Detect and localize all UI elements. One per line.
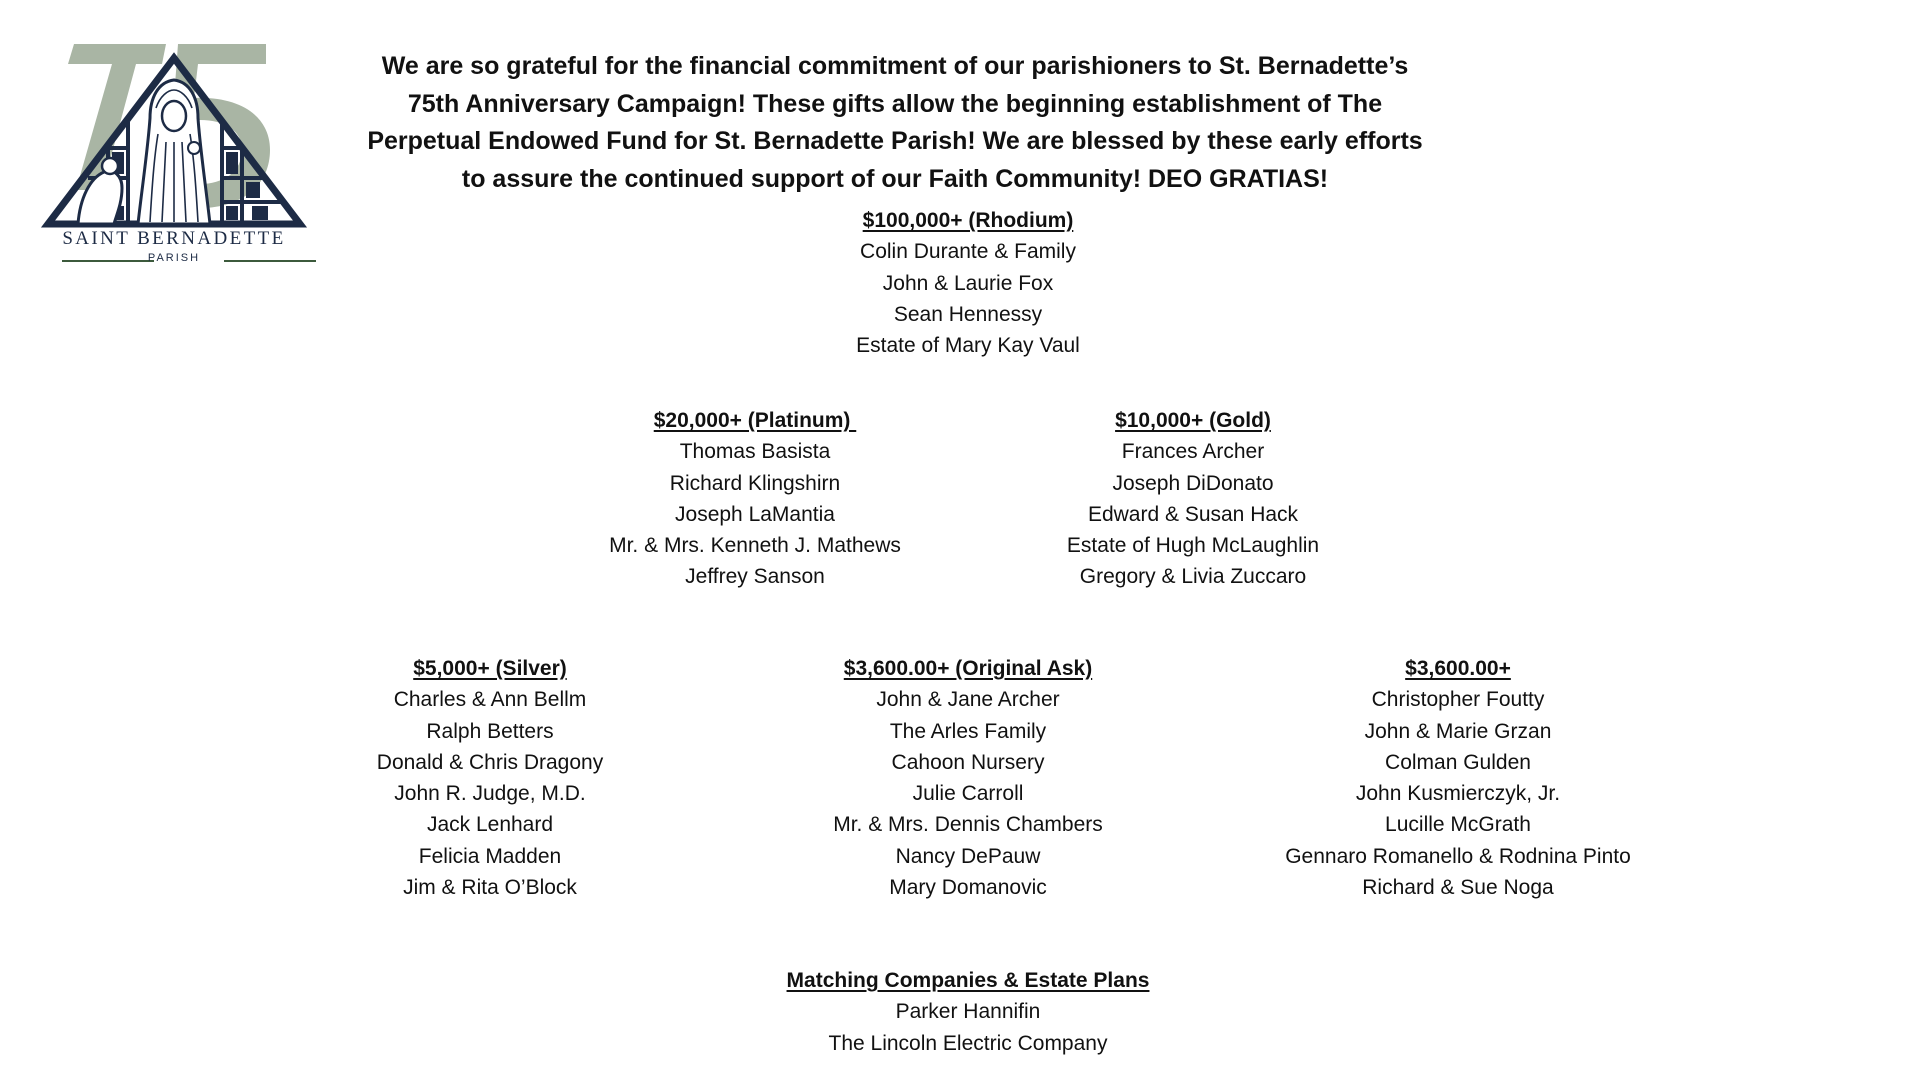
donor-name: Colin Durante & Family <box>860 240 1076 264</box>
donor-name: Felicia Madden <box>418 844 562 868</box>
donor-name: John R. Judge, M.D. <box>394 782 586 806</box>
donor-name: Charles & Ann Bellm <box>393 688 587 712</box>
donor-name: Thomas Basista <box>679 440 831 464</box>
donor-name: Edward & Susan Hack <box>1087 502 1299 526</box>
donor-name: The Lincoln Electric Company <box>828 1031 1108 1055</box>
donor-name: John & Marie Grzan <box>1364 719 1552 743</box>
donor-name: Frances Archer <box>1121 440 1265 464</box>
donor-name: Estate of Mary Kay Vaul <box>856 334 1080 358</box>
donor-name: Gregory & Livia Zuccaro <box>1079 565 1307 589</box>
group-heading: Matching Companies & Estate Plans <box>786 969 1150 992</box>
donor-name: Julie Carroll <box>912 782 1024 806</box>
donor-name: Jim & Rita O’Block <box>403 876 577 900</box>
donor-group-platinum <box>545 405 965 593</box>
donor-group-silver <box>280 653 700 903</box>
donor-name: John & Laurie Fox <box>882 271 1054 295</box>
donor-name: Estate of Hugh McLaughlin <box>1066 534 1320 558</box>
donor-name: Jack Lenhard <box>426 813 554 837</box>
donor-name: Mr. & Mrs. Kenneth J. Mathews <box>609 534 901 558</box>
group-heading: $5,000+ (Silver) <box>413 657 567 680</box>
donor-name: Colman Gulden <box>1385 750 1531 774</box>
donor-name: The Arles Family <box>889 719 1047 743</box>
donor-name: Richard Klingshirn <box>669 471 841 495</box>
donor-name: Donald & Chris Dragony <box>376 750 604 774</box>
donor-group-rhodium <box>758 205 1178 361</box>
donor-name: Joseph LaMantia <box>675 502 835 526</box>
donor-name: John Kusmierczyk, Jr. <box>1355 782 1561 806</box>
donor-name: Sean Hennessy <box>893 302 1043 326</box>
donor-name: Nancy DePauw <box>895 844 1041 868</box>
donor-name: Mr. & Mrs. Dennis Chambers <box>833 813 1103 837</box>
intro-message: We are so grateful for the financial commitment of our parishioners to St. Bernadette’s 75th Anniversary Campaign! These gifts allow the beginning establishment of The Perpetual Endowed Fund for St. Bernadette Parish! We are blessed by these early efforts to assure the continued support of our Faith Community! DEO GRATIAS! <box>367 52 1423 193</box>
donor-name: Christopher Foutty <box>1371 688 1545 712</box>
group-heading: $3,600.00+ <box>1405 657 1511 680</box>
donor-name: Mary Domanovic <box>889 876 1047 900</box>
donor-group-matching-companies <box>758 965 1178 1059</box>
donor-name: Lucille McGrath <box>1385 813 1531 837</box>
donor-name: Ralph Betters <box>426 719 554 743</box>
logo-divider-right <box>224 260 316 262</box>
group-heading: $3,600.00+ (Original Ask) <box>843 657 1093 680</box>
donor-name: Jeffrey Sanson <box>685 565 825 589</box>
donor-name: Parker Hannifin <box>895 1000 1041 1024</box>
donor-group-gold <box>983 405 1403 593</box>
donor-group-original-ask <box>758 653 1178 903</box>
group-heading: $10,000+ (Gold) <box>1115 409 1271 432</box>
donor-name: Gennaro Romanello & Rodnina Pinto <box>1285 844 1631 868</box>
donor-name: Richard & Sue Noga <box>1362 876 1554 900</box>
logo-parish-subtitle: PARISH <box>147 252 201 264</box>
donor-name: Cahoon Nursery <box>891 750 1045 774</box>
donor-group-ask-continued <box>1248 653 1668 903</box>
donor-name: Joseph DiDonato <box>1112 471 1274 495</box>
logo-parish-name: SAINT BERNADETTE <box>62 228 286 249</box>
group-heading: $100,000+ (Rhodium) <box>862 209 1074 232</box>
donor-name: John & Jane Archer <box>876 688 1060 712</box>
parish-logo <box>38 38 310 274</box>
group-heading: $20,000+ (Platinum) <box>653 409 857 432</box>
